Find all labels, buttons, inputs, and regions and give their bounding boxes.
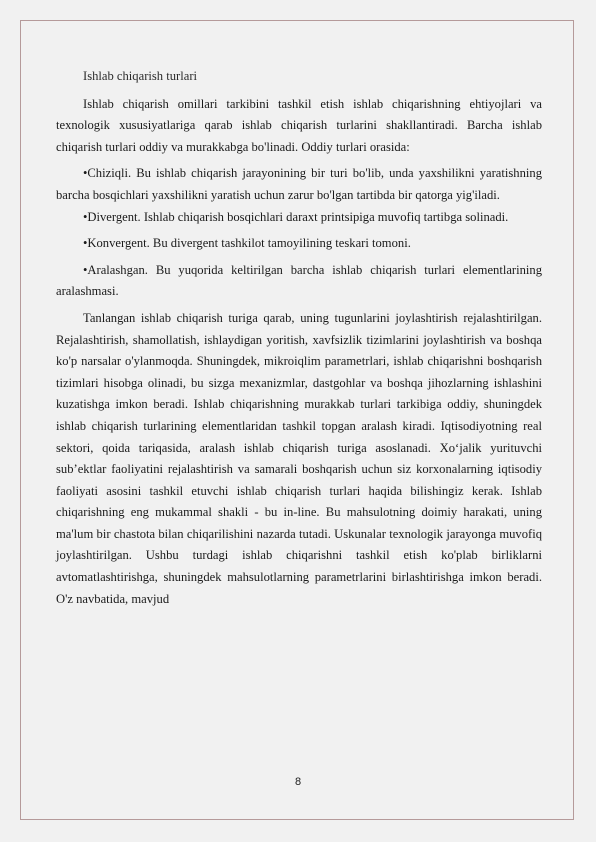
intro-paragraph: Ishlab chiqarish omillari tarkibini tashkil etish ishlab chiqarishning ehtiyojlari va texnologik xususiyatlariga qarab ishlab chiqarish turlarini shakllantiradi. Barcha ishlab chiqarish turlari oddiy va murakkabga bo'linadi. Oddiy turlari orasida: [56,96,542,154]
document-body [56,66,542,615]
list-item-linear: •Chiziqli. Bu ishlab chiqarish jarayonining bir turi bo'lib, unda yaxshilikni yaratishning barcha bosqichlari yaxshilikni yaratish uchun zarur bo'lgan tartibda bir qatorga yig'iladi. [56,166,542,202]
body-paragraph: Tanlangan ishlab chiqarish turiga qarab, uning tugunlarini joylashtirish rejalashtirilgan. Rejalashtirish, shamollatish, ishlaydigan yoritish, xavfsizlik tizimlarini joylashtirish va boshqa ko'p narsalar o'ylanmoqda. Shuningdek, mikroiqlim parametrlari, ishlab chiqarishni boshqarish tizimlari hisobga olinadi, bu sizga mexanizmlar, dastgohlar va boshqa jihozlarning ishlashini kuzatishga imkon beradi. Ishlab chiqarishning murakkab turlari tarkibiga oddiy, shuningdek ishlab chiqarish turlarining elementlaridan tashkil topgan aralash kiradi. Iqtisodiyotning real sektori, qoida tariqasida, aralash ishlab chiqarish turiga asoslanadi. Xo‘jalik yurituvchi sub’ektlar faoliyatini rejalashtirish va samarali boshqarish uchun siz korxonalarning iqtisodiy faoliyati asosini tashkil etuvchi ishlab chiqarish turlari haqida bilishingiz kerak. Ishlab chiqarishning eng mukammal shakli - bu in-line. Bu mahsulotning doimiy harakati, uning ma'lum bir chastota bilan chiqarilishini nazarda tutadi. Uskunalar texnologik jarayonga muvofiq joylashtirilgan. Ushbu turdagi ishlab chiqarishni tashkil etish ko'plab birliklarni avtomatlashtirishga, shuningdek mahsulotlarning parametrlarini birlashtirishga imkon beradi. O'z navbatida, mavjud [56,310,542,606]
list-item-mixed: •Aralashgan. Bu yuqorida keltirilgan barcha ishlab chiqarish turlari elementlarining aralashmasi. [56,262,542,299]
list-item-convergent: •Konvergent. Bu divergent tashkilot tamoyilining teskari tomoni. [83,236,411,251]
page-number: 8 [294,776,302,788]
section-heading: Ishlab chiqarish turlari [83,69,198,83]
list-item-divergent: •Divergent. Ishlab chiqarish bosqichlari daraxt printsipiga muvofiq tartibga solinadi. [83,209,509,224]
